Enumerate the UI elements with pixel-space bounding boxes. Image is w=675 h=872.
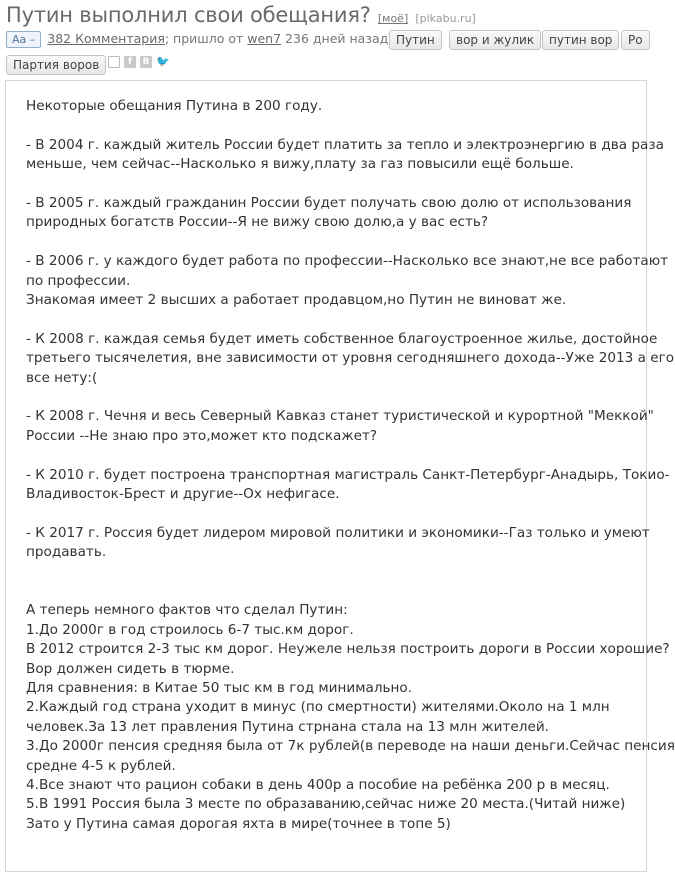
fact-line: 3.До 2000г пенсия средняя была от 7к рублей(в переводе на наши деньги.Сейчас пенсия — [26, 738, 675, 755]
post-container — [5, 80, 675, 872]
save-icon[interactable] — [108, 56, 120, 68]
tag-putin[interactable]: Путин — [389, 30, 442, 50]
promise-line: - К 2010 г. будет построена транспортная магистраль Санкт-Петербург-Анадырь, Токио- — [26, 466, 670, 483]
mine-link[interactable]: [моё] — [377, 12, 409, 25]
promise-line: - В 2004 г. каждый житель России будет платить за тепло и электроэнергию в два раза — [26, 136, 664, 153]
tag-vor-i-zhulik[interactable]: вор и жулик — [449, 30, 541, 50]
promise-line: все нету:( — [26, 369, 98, 386]
post-meta — [6, 31, 388, 48]
fact-line: 4.Все знают что рацион собаки в день 400р а пособие на ребёнка 200 р в месяц. — [26, 777, 610, 794]
promise-line: - В 2006 г. у каждого будет работа по профессии--Насколько все знают,не все работают — [26, 253, 669, 270]
promise-paragraph — [26, 194, 636, 233]
title-row — [6, 3, 476, 27]
fact-line: 2.Каждый год страна уходит в минус (по смертности) жителями.Около на 1 млн — [26, 699, 610, 716]
twitter-icon[interactable]: 🐦 — [156, 55, 170, 68]
promise-line: продавать. — [26, 544, 107, 561]
fact-line: Вор должен сидеть в тюрме. — [26, 660, 235, 677]
promise-line: России --Не знаю про это,может кто подскажет? — [26, 427, 378, 444]
promise-line: меньше, чем сейчас--Насколько я вижу,плату за газ повысили ещё больше. — [26, 156, 574, 173]
promise-line: - К 2017 г. Россия будет лидером мировой политики и экономики--Газ только и умеют — [26, 524, 650, 541]
tag-partiya-vorov[interactable]: Партия воров — [6, 55, 106, 75]
promise-line: третьего тысячелетия, вне зависимости от уровня сегодняшнего дохода--Уже 2013 а его — [26, 350, 675, 367]
post-body — [26, 97, 675, 834]
fact-line: человек.За 13 лет правления Путина стрнана стала на 13 млн жителей. — [26, 718, 549, 735]
post-age: 236 дней назад — [285, 31, 389, 46]
author-link[interactable]: wen7 — [247, 31, 282, 46]
promises-list — [26, 136, 675, 563]
facebook-icon[interactable]: f — [124, 56, 136, 68]
promise-paragraph — [26, 136, 664, 175]
post-intro: Некоторые обещания Путина в 200 году. — [26, 98, 323, 114]
fact-line: А теперь немного фактов что сделал Путин: — [26, 602, 348, 619]
promise-line: Знакомая имеет 2 высших а работает продавцом,но Путин не виноват же. — [26, 292, 567, 309]
promise-paragraph — [26, 466, 670, 505]
promise-line: - К 2008 г. Чечня и весь Северный Кавказ станет туристической и курортной "Меккой" — [26, 408, 654, 425]
facts-list — [26, 601, 675, 834]
promise-line: Владивосток-Брест и другие--Ох нефигасе. — [26, 486, 340, 503]
comments-link[interactable]: 382 Комментария — [47, 31, 165, 46]
promise-paragraph — [26, 252, 669, 310]
promise-line: природных богатств России--Я не вижу свою долю,а у вас есть? — [26, 214, 489, 231]
fact-line: 5.В 1991 Россия была 3 месте по образаванию,сейчас ниже 20 места.(Читай ниже) — [26, 796, 626, 813]
promise-paragraph — [26, 524, 650, 563]
fact-line: средне 4-5 к рублей. — [26, 757, 176, 774]
promise-line: по профессии. — [26, 272, 131, 289]
font-size-button[interactable]: Aa – — [6, 31, 41, 48]
fact-line: В 2012 строится 2-3 тыс км дорог. Неужеле нельзя построить дороги в России хорошие? — [26, 641, 670, 658]
fact-line: Зато у Путина самая дорогая яхта в мире(точнее в топе 5) — [26, 815, 451, 832]
source-link[interactable]: [pikabu.ru] — [415, 12, 476, 25]
posted-by-prefix: ; пришло от — [164, 31, 244, 46]
promise-line: - В 2005 г. каждый гражданин России будет получать свою долю от использования — [26, 195, 632, 211]
tag-ro[interactable]: Ро — [621, 30, 650, 50]
promise-line: - К 2008 г. каждая семья будет иметь собственное благоустроенное жилье, достойное — [26, 330, 658, 347]
post-title[interactable]: Путин выполнил свои обещания? — [6, 3, 371, 27]
promise-paragraph — [26, 330, 675, 388]
fact-line: Для сравнения: в Китае 50 тыс км в год минимально. — [26, 680, 413, 697]
share-icons — [108, 56, 168, 68]
vkontakte-icon[interactable]: B — [140, 56, 152, 68]
tag-putin-vor[interactable]: путин вор — [542, 30, 619, 50]
promise-paragraph — [26, 407, 654, 446]
fact-line: 1.До 2000г в год строилось 6-7 тыс.км дорог. — [26, 621, 354, 638]
